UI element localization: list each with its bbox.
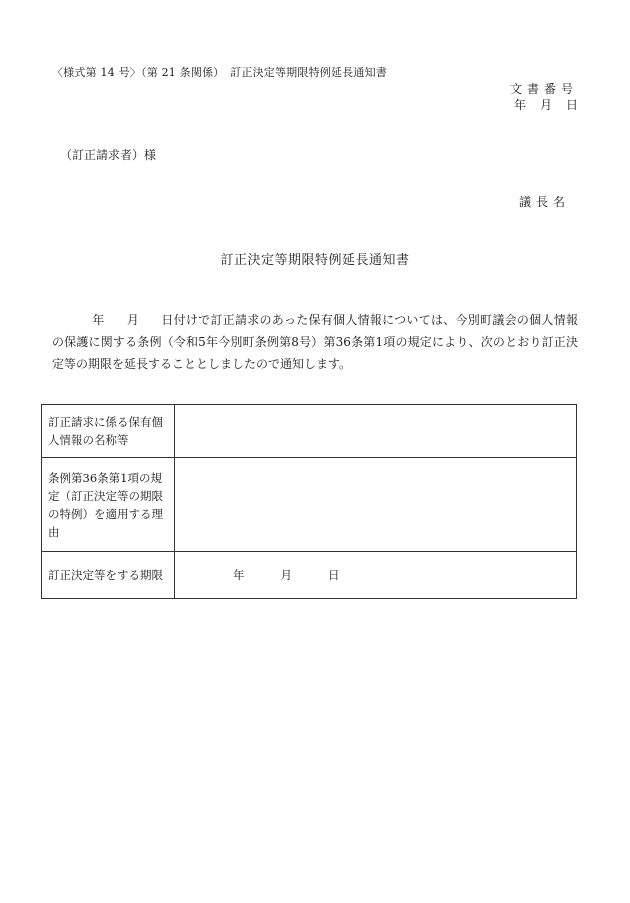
recipient-label: （訂正請求者）様 — [60, 148, 157, 162]
row-label-deadline: 訂正決定等をする期限 — [42, 552, 175, 599]
sender-label: 議長名 — [518, 195, 570, 209]
issue-date — [514, 96, 578, 113]
table-row — [42, 405, 577, 458]
deadline-day: 日 — [328, 568, 340, 582]
issue-date-day: 日 — [565, 98, 578, 112]
deadline-year: 年 — [233, 568, 245, 582]
body-year: 年 — [92, 313, 105, 327]
form-number-label: 〈様式第 14 号〉（第 21 条関係） 訂正決定等期限特例延長通知書 — [52, 66, 387, 79]
details-table — [41, 404, 577, 599]
document-title: 訂正決定等期限特例延長通知書 — [220, 253, 410, 268]
issue-date-year: 年 — [513, 98, 526, 112]
row-label-info-name: 訂正請求に係る保有個人情報の名称等 — [42, 405, 175, 458]
row-value-info-name[interactable] — [175, 405, 577, 458]
deadline-month: 月 — [280, 568, 292, 582]
body-text: 日付けで訂正請求のあった保有個人情報については、今別町議会の個人情報の保護に関する条例（令和5年今別町条例第8号）第36条第1項の規定により、次のとおり訂正決定等の期限を延長することとしましたので通知します。 — [52, 313, 578, 371]
row-value-reason[interactable] — [175, 458, 577, 552]
row-label-reason: 条例第36条第1項の規定（訂正決定等の期限の特例）を適用する理由 — [42, 458, 175, 552]
body-month: 月 — [126, 313, 140, 327]
notice-body — [52, 309, 578, 375]
deadline-date-field[interactable] — [175, 552, 577, 599]
table-row — [42, 552, 577, 599]
document-number-label: 文書番号 — [509, 82, 578, 96]
table-row — [42, 458, 577, 552]
issue-date-month: 月 — [539, 98, 552, 112]
